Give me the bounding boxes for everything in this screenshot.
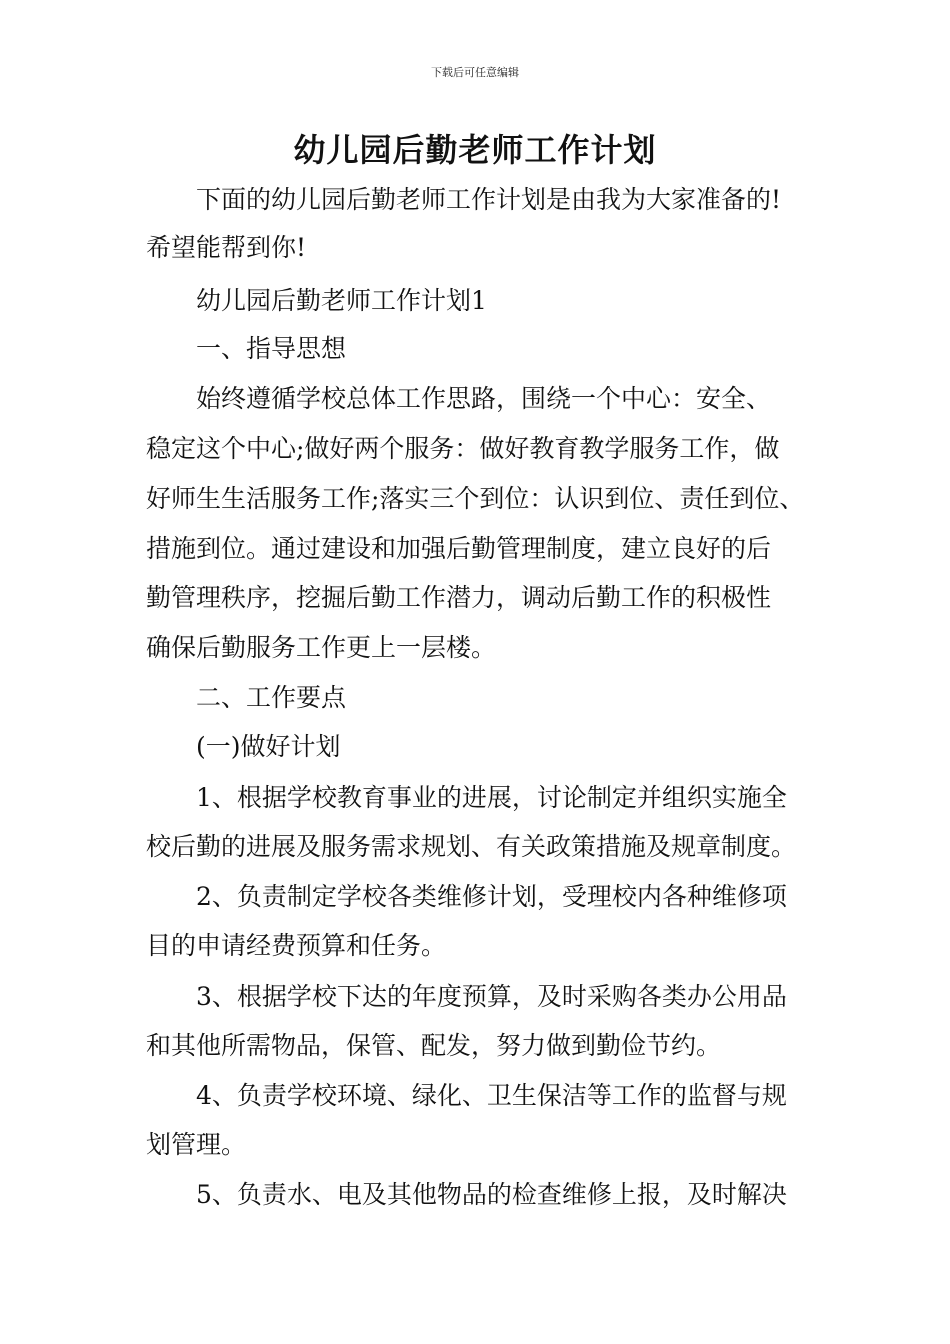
paragraph-line: 措施到位。通过建设和加强后勤管理制度，建立良好的后 bbox=[146, 534, 772, 563]
list-item-4-line-2: 划管理。 bbox=[146, 1130, 247, 1159]
paragraph-line: 勤管理秩序，挖掘后勤工作潜力，调动后勤工作的积极性 bbox=[146, 583, 772, 612]
intro-line-2: 希望能帮到你! bbox=[146, 233, 307, 262]
paragraph-line: 确保后勤服务工作更上一层楼。 bbox=[146, 633, 497, 662]
section-heading-plan-1: 幼儿园后勤老师工作计划1 bbox=[196, 286, 487, 315]
document-title: 幼儿园后勤老师工作计划 bbox=[293, 131, 657, 169]
list-item-1-line-2: 校后勤的进展及服务需求规划、有关政策措施及规章制度。 bbox=[146, 832, 797, 861]
list-item-3-line-2: 和其他所需物品，保管、配发，努力做到勤俭节约。 bbox=[146, 1031, 722, 1060]
heading-work-points: 二、工作要点 bbox=[196, 683, 347, 712]
paragraph-line: 始终遵循学校总体工作思路，围绕一个中心：安全、 bbox=[196, 384, 772, 413]
list-item-3-line-1: 3、根据学校下达的年度预算，及时采购各类办公用品 bbox=[196, 982, 787, 1011]
header-note: 下载后可任意编辑 bbox=[431, 66, 519, 79]
paragraph-line: 好师生生活服务工作;落实三个到位：认识到位、责任到位、 bbox=[146, 484, 805, 513]
subheading-do-plan: (一)做好计划 bbox=[196, 732, 341, 761]
list-item-5-line-1: 5、负责水、电及其他物品的检查维修上报，及时解决 bbox=[196, 1180, 787, 1209]
paragraph-line: 稳定这个中心;做好两个服务：做好教育教学服务工作，做 bbox=[146, 434, 780, 463]
list-item-2-line-2: 目的申请经费预算和任务。 bbox=[146, 931, 447, 960]
list-item-1-line-1: 1、根据学校教育事业的进展，讨论制定并组织实施全 bbox=[196, 783, 787, 812]
heading-guiding-thought: 一、指导思想 bbox=[196, 334, 347, 363]
list-item-2-line-1: 2、负责制定学校各类维修计划，受理校内各种维修项 bbox=[196, 882, 787, 911]
intro-line-1: 下面的幼儿园后勤老师工作计划是由我为大家准备的! bbox=[196, 185, 782, 214]
list-item-4-line-1: 4、负责学校环境、绿化、卫生保洁等工作的监督与规 bbox=[196, 1081, 787, 1110]
